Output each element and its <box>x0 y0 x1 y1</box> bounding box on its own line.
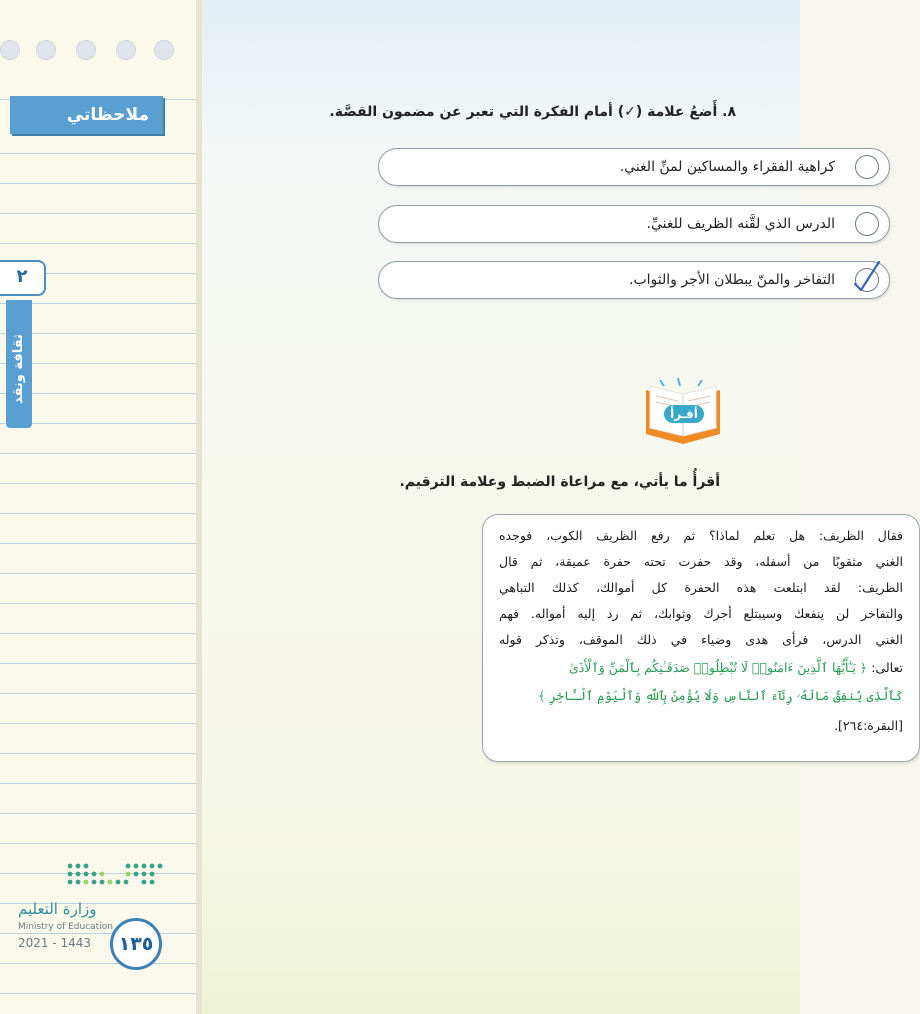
answer-checkbox[interactable] <box>855 155 879 179</box>
story-line: والتفاخر لن ينفعك وسيبتلع أجرك وثوابك، ثم رد إليه أمواله. فهم <box>499 606 903 621</box>
notes-heading: ملاحظاتي <box>10 96 163 134</box>
answer-option[interactable] <box>378 261 890 299</box>
answer-option[interactable] <box>378 205 890 243</box>
binder-hole <box>116 40 136 60</box>
quran-verse-part-1: ﴿ يَـٰٓأَيُّهَا ٱلَّذِينَ ءَامَنُوا۟ لَا تُبْطِلُوا۟ صَدَقَـٰتِكُم بِٱلْمَنِّ وَٱلْأَذَىٰ <box>568 660 868 675</box>
story-line: الغني الدرس، فرأى هدى وضياء في ذلك الموقف، وتذكر قوله <box>499 632 903 647</box>
binder-hole <box>76 40 96 60</box>
read-label: أقـرأ <box>664 405 704 423</box>
checkmark-icon <box>849 258 883 296</box>
ministry-years: 2021 - 1443 <box>18 936 92 950</box>
quran-citation: [البقرة:٢٦٤]. <box>834 718 903 733</box>
ministry-logo-icon <box>66 862 162 892</box>
question-8-prompt: ٨. أَضعُ علامة (✓) أمام الفكرة التي تعبر عن مضمون القصَّة. <box>329 104 736 120</box>
ministry-name-english: Ministry of Education <box>18 922 113 932</box>
lesson-page <box>202 0 903 1014</box>
answer-option-text: كراهية الفقراء والمساكين لمنِّ الغني. <box>619 159 835 175</box>
story-line: فقال الظريف: هل تعلم لماذا؟ ثم رفع الظريف الكوب، فوجده <box>499 528 903 543</box>
answer-option[interactable] <box>378 148 890 186</box>
binder-hole <box>154 40 174 60</box>
answer-checkbox[interactable] <box>855 212 879 236</box>
story-line-prefix: تعالى: <box>871 660 903 675</box>
reading-instruction: أقرأُ ما يأتي، مع مراعاة الضبط وعلامة الترقيم. <box>399 474 720 490</box>
ministry-name-arabic: وزارة التعليم <box>18 900 97 918</box>
quran-verse-part-2: كَٱلَّذِى يُنفِقُ مَالَهُۥ رِئَآءَ ٱلنَّاسِ وَلَا يُؤْمِنُ بِٱللَّهِ وَٱلْيَوْمِ ٱلْـَٔاخِرِ ﴾ <box>537 688 903 703</box>
answer-option-text: الدرس الذي لقَّنه الظريف للغنيِّ. <box>646 216 835 232</box>
unit-number: ٢ <box>0 260 46 296</box>
story-line: الغني مثقوبًا من أسفله، وقد حفرت تحته حفرة عميقة، ثم قال <box>499 554 903 569</box>
unit-title: ثقافة ونقد <box>11 334 26 404</box>
story-text-box <box>482 514 920 762</box>
story-line-quran-start <box>499 655 903 681</box>
notes-sidebar <box>0 0 200 1014</box>
answer-option-text: التفاخر والمنّ يبطلان الأجر والثواب. <box>629 272 835 288</box>
unit-ribbon <box>6 300 32 428</box>
story-line: الظريف: لقد ابتلعت هذه الحفرة كل أموالك، كذلك التباهي <box>499 580 903 595</box>
binder-hole <box>0 40 20 60</box>
page-number: ١٣٥ <box>110 918 162 970</box>
binder-hole <box>36 40 56 60</box>
